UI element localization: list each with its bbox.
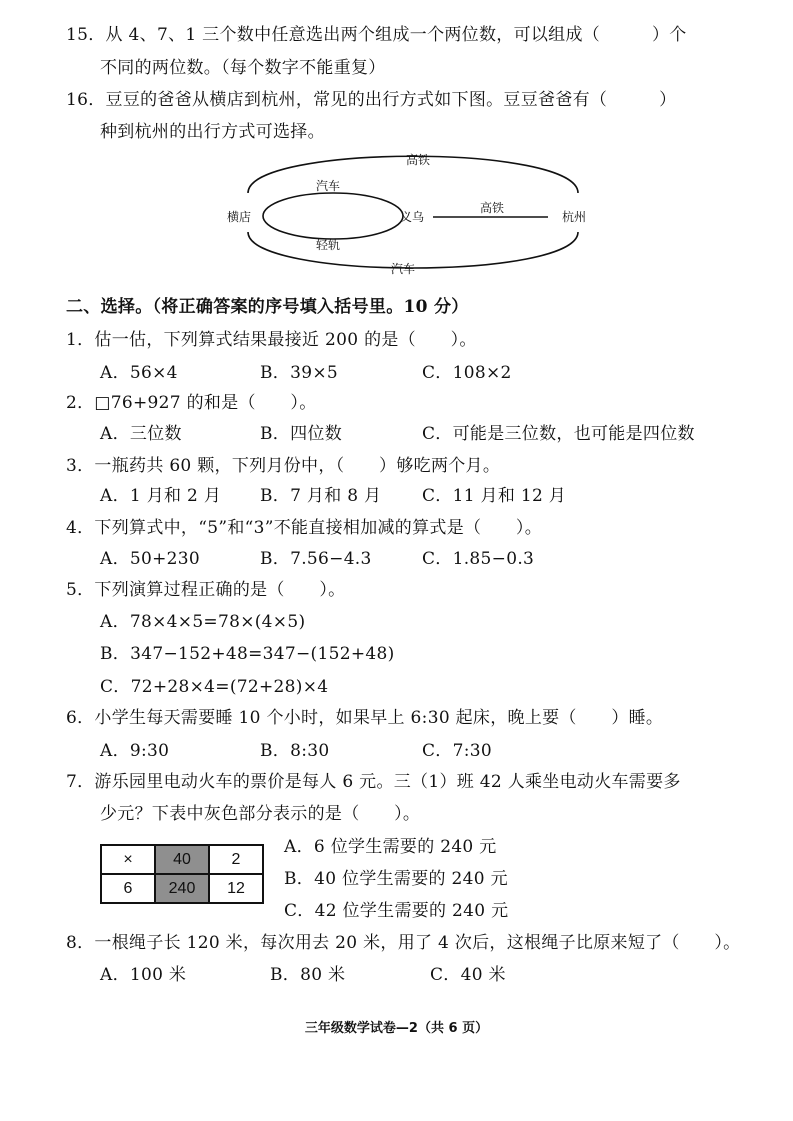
q7-stem-line2: 少元？下表中灰色部分表示的是（ ）。	[100, 804, 421, 824]
q6-option-b: B．8:30	[260, 741, 330, 761]
table-cell-shaded: 240	[155, 874, 209, 903]
q4-stem: 4．下列算式中，“5”和“3”不能直接相加减的算式是（ ）。	[66, 518, 543, 538]
route-inner-loop	[263, 193, 403, 239]
label-inner-bottom-route: 轻轨	[315, 238, 341, 252]
q16-line2: 种到杭州的出行方式可选择。	[100, 122, 325, 142]
q6-stem: 6．小学生每天需要睡 10 个小时，如果早上 6:30 起床，晚上要（ ）睡。	[66, 708, 664, 728]
label-top-route: 高铁	[405, 153, 431, 167]
q2-option-a: A．三位数	[100, 424, 182, 444]
q15-line2: 不同的两位数。（每个数字不能重复）	[100, 58, 386, 78]
q7-option-b: B．40 位学生需要的 240 元	[284, 869, 508, 889]
q5-option-c: C．72+28×4=(72+28)×4	[100, 677, 329, 697]
page-footer: 三年级数学试卷—2（共 6 页）	[304, 1021, 489, 1036]
q4-option-a: A．50+230	[100, 549, 201, 569]
q2-stem: 2．□76+927 的和是（ ）。	[66, 393, 317, 413]
q8-stem: 8．一根绳子长 120 米，每次用去 20 米，用了 4 次后，这根绳子比原来短了（ ）。	[66, 933, 741, 953]
route-diagram	[220, 146, 610, 280]
section-2-title: 二、选择。（将正确答案的序号填入括号里。10 分）	[66, 297, 469, 317]
place-hangzhou: 杭州	[562, 210, 587, 224]
q15-line1: 15．从 4、7、1 三个数中任意选出两个组成一个两位数，可以组成（ ）个	[66, 25, 687, 45]
q6-option-a: A．9:30	[100, 741, 170, 761]
place-hengdian: 横店	[227, 210, 252, 224]
q8-option-b: B．80 米	[270, 965, 346, 985]
q8-option-a: A．100 米	[100, 965, 187, 985]
q1-option-b: B．39×5	[260, 363, 338, 383]
label-bottom-route: 汽车	[390, 262, 416, 276]
q7-option-a: A．6 位学生需要的 240 元	[284, 837, 497, 857]
q5-option-a: A．78×4×5=78×(4×5)	[100, 612, 306, 632]
q5-option-b: B．347−152+48=347−(152+48)	[100, 644, 395, 664]
q2-option-b: B．四位数	[260, 424, 342, 444]
q7-stem-line1: 7．游乐园里电动火车的票价是每人 6 元。三（1）班 42 人乘坐电动火车需要多	[66, 772, 681, 792]
table-cell: 2	[209, 845, 263, 874]
q2-option-c: C．可能是三位数，也可能是四位数	[422, 424, 695, 444]
q16-line1: 16．豆豆的爸爸从横店到杭州，常见的出行方式如下图。豆豆爸爸有（ ）	[66, 90, 677, 110]
q3-option-a: A．1 月和 2 月	[100, 486, 222, 506]
q1-option-a: A．56×4	[100, 363, 178, 383]
multiplication-table	[100, 844, 264, 904]
table-cell: ×	[101, 845, 155, 874]
q6-option-c: C．7:30	[422, 741, 492, 761]
q3-option-c: C．11 月和 12 月	[422, 486, 567, 506]
q1-option-c: C．108×2	[422, 363, 512, 383]
table-row	[101, 845, 263, 874]
place-yiwu: 义乌	[400, 210, 425, 224]
table-cell: 12	[209, 874, 263, 903]
q1-stem: 1．估一估，下列算式结果最接近 200 的是（ ）。	[66, 330, 477, 350]
table-cell: 6	[101, 874, 155, 903]
q4-option-b: B．7.56−4.3	[260, 549, 372, 569]
q4-option-c: C．1.85−0.3	[422, 549, 535, 569]
q8-option-c: C．40 米	[430, 965, 506, 985]
q5-stem: 5．下列演算过程正确的是（ ）。	[66, 580, 346, 600]
q3-option-b: B．7 月和 8 月	[260, 486, 382, 506]
q3-stem: 3．一瓶药共 60 颗，下列月份中，（ ）够吃两个月。	[66, 456, 501, 476]
table-cell-shaded: 40	[155, 845, 209, 874]
q7-option-c: C．42 位学生需要的 240 元	[284, 901, 509, 921]
label-right-route: 高铁	[479, 201, 505, 215]
label-inner-top-route: 汽车	[315, 179, 341, 193]
table-row	[101, 874, 263, 903]
